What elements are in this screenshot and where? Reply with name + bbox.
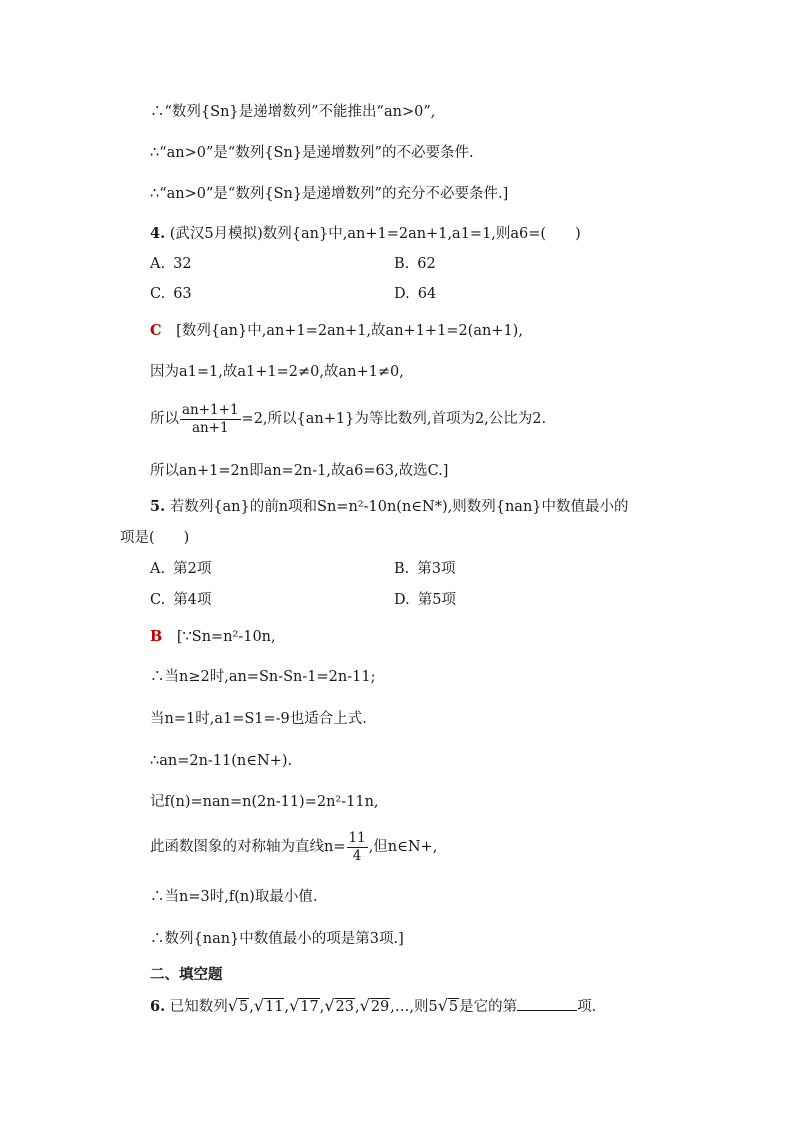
sqrt-term: √23 [324, 996, 354, 1015]
radicand: 5 [238, 999, 249, 1015]
q4-option-d [394, 284, 436, 304]
q5-sol6-prefix: 此函数图象的对称轴为直线n= [150, 839, 346, 855]
q5-solution-7: ∴当n=3时,f(n)取最小值. [150, 889, 318, 905]
radicand: 17 [300, 999, 319, 1015]
q4-fraction [180, 402, 241, 437]
fraction-numerator: 11 [348, 829, 366, 846]
q5-option-d [394, 590, 456, 610]
q4-solution-2: 因为a1=1,故a1+1=2≠0,故an+1≠0, [150, 364, 404, 380]
q6-number: 6 [150, 998, 161, 1015]
q6-stem: 6. 已知数列√5,√11,√17,√23,√29,…,则5√5是它的第 项. [150, 996, 597, 1015]
option-label: C. [150, 286, 166, 302]
q6-suffix-2: 项. [577, 999, 597, 1015]
q4-number: 4 [150, 225, 161, 242]
q4-option-c [150, 284, 192, 304]
section-title-fill-blank: 二、填空题 [150, 966, 223, 983]
q5-solution-5: 记f(n)=nan=n(2n-11)=2n²-11n, [150, 794, 379, 810]
sqrt-term: √17 [289, 996, 319, 1015]
q5-stem-text: 若数列{an}的前n项和Sn=n²-10n(n∈N*),则数列{nan}中数值最小的 [169, 499, 629, 515]
option-text: 第2项 [173, 561, 212, 577]
option-text: 第3项 [417, 561, 456, 577]
q4-solution-4: 所以an+1=2n即an=2n-1,故a6=63,故选C.] [150, 463, 449, 479]
q5-solution-4: ∴an=2n-11(n∈N+). [150, 753, 293, 769]
option-label: B. [394, 256, 410, 272]
sqrt-term: √29 [359, 996, 390, 1015]
q5-sol6-suffix: ,但n∈N+, [368, 839, 438, 855]
q5-solution-8: ∴数列{nan}中数值最小的项是第3项.] [150, 931, 404, 947]
fraction-denominator: an+1 [191, 419, 229, 436]
q4-stem: 4. (武汉5月模拟)数列{an}中,an+1=2an+1,a1=1,则a6=( ) [150, 225, 581, 242]
q3-line-3: ∴“an>0”是“数列{Sn}是递增数列”的充分不必要条件.] [150, 186, 509, 202]
option-label: B. [394, 561, 410, 577]
fraction-denominator: 4 [352, 847, 362, 864]
answer-blank[interactable] [517, 996, 577, 1011]
option-label: D. [394, 592, 410, 608]
q5-number: 5 [150, 498, 161, 515]
q5-solution-1 [150, 627, 276, 647]
q4-solution-3 [150, 398, 546, 440]
option-text: 第4项 [173, 592, 212, 608]
q3-line-2: ∴“an>0”是“数列{Sn}是递增数列”的不必要条件. [150, 145, 474, 161]
q5-fraction [347, 830, 368, 865]
q6-suffix-1: 是它的第 [459, 999, 518, 1015]
radicand: 5 [448, 999, 459, 1015]
q4-sol-text: [数列{an}中,an+1=2an+1,故an+1+1=2(an+1), [176, 323, 523, 339]
q5-option-a [150, 559, 211, 579]
sqrt-term-target: √5 [437, 996, 459, 1015]
q5-sol-text: [∵Sn=n²-10n, [176, 629, 276, 645]
q5-option-b [394, 559, 456, 579]
q3-line-1: ∴“数列{Sn}是递增数列”不能推出“an>0”, [150, 104, 436, 120]
q5-stem-2: 项是( ) [120, 530, 190, 546]
q6-middle: ,…,则5 [390, 999, 438, 1015]
option-label: A. [150, 256, 166, 272]
q4-stem-text: (武汉5月模拟)数列{an}中,an+1=2an+1,a1=1,则a6=( ) [169, 226, 581, 242]
option-text: 62 [417, 256, 436, 272]
sqrt-term: √5 [227, 996, 249, 1015]
option-text: 63 [173, 286, 192, 302]
q6-prefix: 已知数列 [169, 999, 228, 1015]
option-label: C. [150, 592, 166, 608]
fraction-numerator: an+1+1 [182, 401, 239, 418]
option-text: 第5项 [417, 592, 456, 608]
option-text: 64 [417, 286, 437, 302]
option-text: 32 [173, 256, 192, 272]
q5-solution-3: 当n=1时,a1=S1=-9也适合上式. [150, 711, 367, 727]
q4-sol3-suffix: =2,所以{an+1}为等比数列,首项为2,公比为2. [241, 411, 547, 427]
q5-option-c [150, 590, 211, 610]
q4-solution-1 [150, 321, 523, 341]
q5-solution-2: ∴当n≥2时,an=Sn-Sn-1=2n-11; [150, 669, 376, 685]
q5-stem-1: 5. 若数列{an}的前n项和Sn=n²-10n(n∈N*),则数列{nan}中数值最小的 [150, 498, 629, 515]
q4-option-a [150, 254, 192, 274]
q5-answer: B [150, 628, 163, 645]
q4-option-b [394, 254, 436, 274]
option-label: A. [150, 561, 166, 577]
q5-solution-6 [150, 826, 437, 868]
q4-answer: C [150, 322, 162, 339]
sqrt-term: √11 [253, 996, 284, 1015]
q4-sol3-prefix: 所以 [150, 411, 179, 427]
radicand: 23 [335, 999, 354, 1015]
radicand: 29 [370, 999, 390, 1015]
option-label: D. [394, 286, 410, 302]
radicand: 11 [265, 999, 284, 1015]
